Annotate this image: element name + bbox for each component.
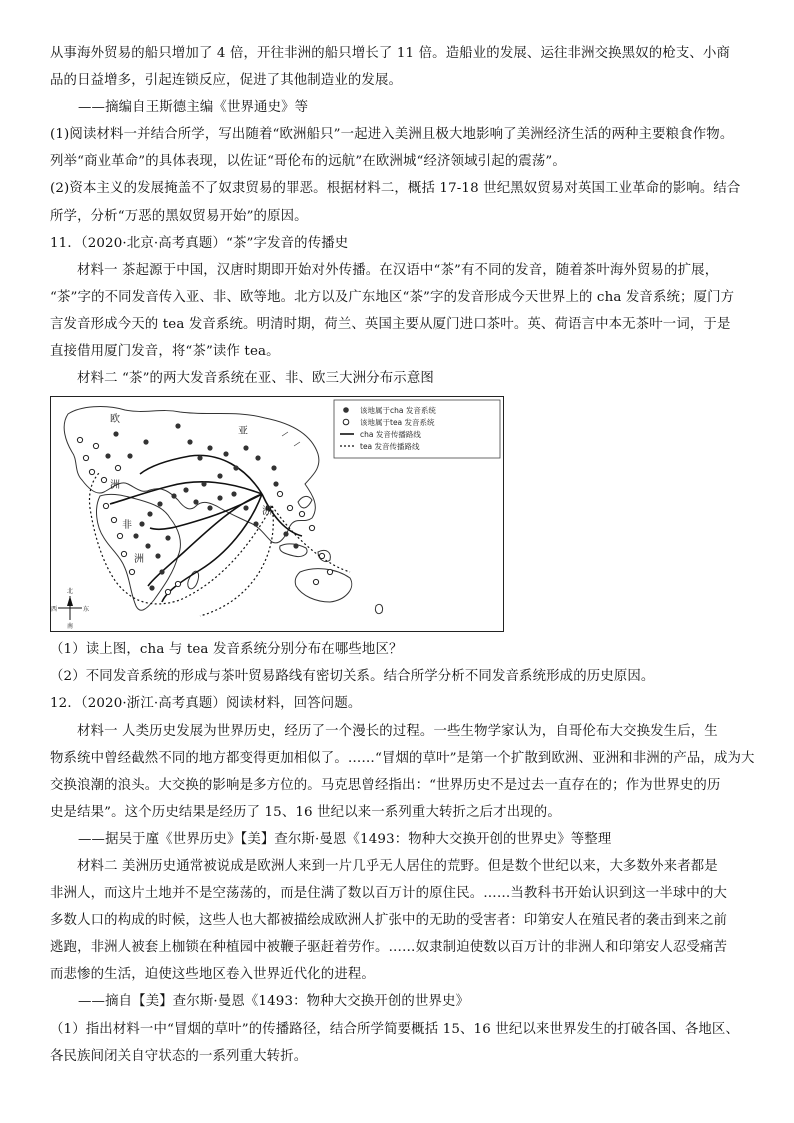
document-page (50, 40, 755, 1070)
compass-west: 西 (51, 606, 58, 614)
material-text: 材料二 “茶”的两大发音系统在亚、非、欧三大洲分布示意图 (77, 371, 434, 387)
map-label-africa: 洲 (134, 554, 144, 566)
compass-north: 北 (67, 588, 74, 596)
material-text: “茶”字的不同发音传入亚、非、欧等地。北方以及广东地区“茶”字的发音形成今天世界上的 cha 发音系统；厦门方 (50, 289, 735, 305)
question-text: 列举“商业革命”的具体表现，以佐证“哥伦布的远航”在欧洲城“经济领域引起的震荡”。 (50, 154, 566, 170)
compass-east: 东 (83, 606, 90, 614)
question-text: （2）不同发音系统的形成与茶叶贸易路线有密切关系。结合所学分析不同发音系统形成的历史原因。 (50, 669, 655, 685)
source-citation: ——据吴于廑《世界历史》【美】查尔斯·曼恩《1493：物种大交换开创的世界史》等整理 (78, 831, 612, 847)
material-text: 物系统中曾经截然不同的地方都变得更加相似了。……“冒烟的草叶”是第一个扩散到欧洲、亚洲和非洲的产品，成为大 (50, 750, 755, 766)
question-text: 所学，分析“万恶的黑奴贸易开始”的原因。 (50, 208, 308, 224)
material-text: 多数人口的构成的时候，这些人也大都被描绘成欧洲人扩张中的无助的受害者：印第安人在殖民者的袭击到来之前 (50, 913, 728, 929)
legend-cha-region: 该地属于cha 发音系统 (360, 406, 436, 416)
map-figure (50, 396, 504, 632)
source-citation: ——摘自【美】查尔斯·曼恩《1493：物种大交换开创的世界史》 (78, 994, 470, 1010)
map-legend (334, 400, 500, 458)
map-label-europe: 洲 (110, 480, 120, 492)
map-label-europe: 欧 (110, 414, 120, 426)
material-text: 逃跑，非洲人被套上枷锁在种植园中被鞭子驱赶着劳作。……奴隶制迫使数以百万计的非洲人和印第安人忍受痛苦 (50, 940, 728, 956)
compass-south: 南 (67, 623, 74, 631)
question-11-header: 11．（2020·北京·高考真题）“茶”字发音的传播史 (50, 235, 349, 251)
question-text: (2)资本主义的发展掩盖不了奴隶贸易的罪恶。根据材料二，概括 17-18 世纪黑奴贸易对英国工业革命的影响。结合 (50, 181, 741, 197)
material-text: 材料一 人类历史发展为世界历史，经历了一个漫长的过程。一些生物学家认为，自哥伦布大交换发生后，生 (77, 723, 718, 739)
material-text: 材料二 美洲历史通常被说成是欧洲人来到一片几乎无人居住的荒野。但是数个世纪以来，大多数外来者都是 (77, 858, 718, 874)
legend-tea-route: tea 发音传播路线 (360, 442, 420, 452)
material-text: 非洲人，而这片土地并不是空荡荡的，而是住满了数以百万计的原住民。……当教科书开始认识到这一半球中的大 (50, 886, 728, 902)
intro-text: 从事海外贸易的船只增加了 4 倍，开往非洲的船只增长了 11 倍。造船业的发展、运往非洲交换黑奴的枪支、小商 (50, 46, 731, 61)
source-citation: ——摘编自王斯德主编《世界通史》等 (78, 100, 309, 116)
material-text: 材料一 茶起源于中国，汉唐时期即开始对外传播。在汉语中“茶”有不同的发音，随着茶叶海外贸易的扩展， (77, 262, 719, 278)
map-label-africa: 非 (122, 520, 132, 532)
map-label-asia: 洲 (262, 506, 272, 518)
intro-text: 品的日益增多，引起连锁反应，促进了其他制造业的发展。 (50, 73, 403, 89)
legend-tea-region: 该地属于tea 发音系统 (360, 418, 435, 428)
legend-cha-route: cha 发音传播路线 (360, 430, 421, 440)
material-text: 交换浪潮的浪头。大交换的影响是多方位的。马克思曾经指出：“世界历史不是过去一直存在的；作为世界史的历 (50, 777, 721, 793)
tea-pronunciation-map (50, 396, 504, 632)
question-12-header: 12．（2020·浙江·高考真题）阅读材料，回答问题。 (50, 696, 362, 712)
material-text: 史是结果”。这个历史结果是经历了 15、16 世纪以来一系列重大转折之后才出现的。 (50, 804, 561, 820)
question-text: 各民族间闭关自守状态的一系列重大转折。 (50, 1048, 308, 1064)
question-text: (1)阅读材料一并结合所学，写出随着“欧洲船只”一起进入美洲且极大地影响了美洲经济生活的两种主要粮食作物。 (50, 127, 734, 143)
map-label-asia: 亚 (238, 426, 248, 438)
material-text: 而悲惨的生活，迫使这些地区卷入世界近代化的进程。 (50, 967, 375, 983)
material-text: 言发音形成今天的 tea 发音系统。明清时期，荷兰、英国主要从厦门进口茶叶。英、荷语言中本无茶叶一词，于是 (50, 316, 731, 332)
question-text: （1）读上图，cha 与 tea 发音系统分别分布在哪些地区？ (50, 642, 403, 658)
material-text: 直接借用厦门发音，将“茶”读作 tea。 (50, 344, 280, 360)
question-text: （1）指出材料一中“冒烟的草叶”的传播路径，结合所学简要概括 15、16 世纪以来世界发生的打破各国、各地区、 (50, 1021, 740, 1037)
